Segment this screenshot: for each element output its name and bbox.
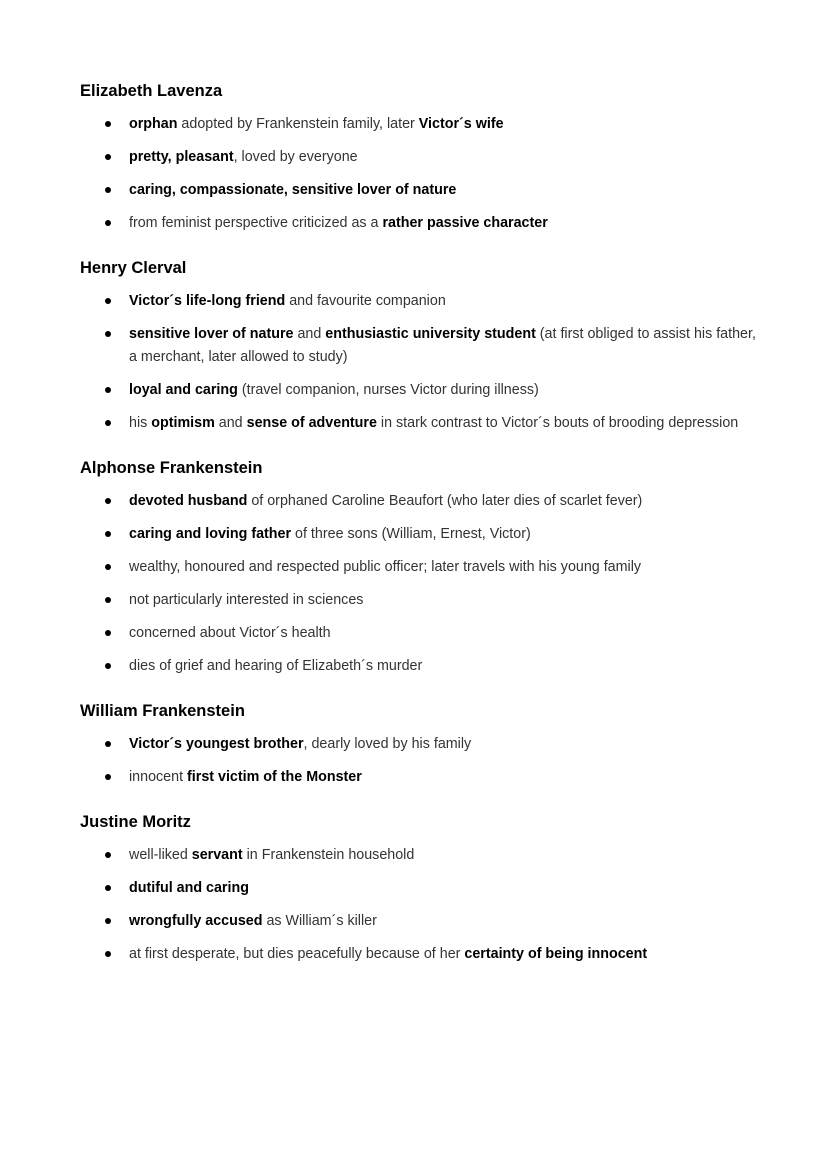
emphasized-text: caring, compassionate, sensitive lover of nature: [129, 182, 457, 198]
bullet-icon: [105, 564, 111, 570]
section-justine-moritz: [80, 811, 760, 966]
list-item: [80, 655, 760, 678]
list-item: [80, 290, 760, 313]
emphasized-text: servant: [191, 847, 243, 863]
emphasized-text: Victor´s life-long friend: [129, 293, 286, 309]
bullet-icon: [105, 220, 111, 226]
text-segment: his: [129, 415, 152, 431]
bullet-icon: [105, 298, 111, 304]
list-item: [80, 556, 760, 579]
bullet-icon: [105, 597, 111, 603]
list-item: [80, 589, 760, 612]
emphasized-text: dutiful and caring: [129, 880, 249, 896]
section-elizabeth-lavenza: [80, 80, 760, 235]
text-segment: and: [214, 415, 247, 431]
emphasized-text: rather passive character: [382, 215, 548, 231]
emphasized-text: pretty, pleasant: [129, 149, 234, 165]
bullet-icon: [105, 918, 111, 924]
emphasized-text: caring and loving father: [129, 526, 292, 542]
text-segment: , dearly loved by his family: [303, 736, 472, 752]
list-item: [80, 877, 760, 900]
text-segment: well-liked: [129, 847, 192, 863]
emphasized-text: orphan: [129, 116, 178, 132]
list-item: [80, 490, 760, 513]
emphasized-text: wrongfully accused: [129, 913, 263, 929]
text-segment: of orphaned Caroline Beaufort (who later dies of scarlet fever): [247, 493, 643, 509]
emphasized-text: sensitive lover of nature: [129, 326, 294, 342]
bullet-icon: [105, 187, 111, 193]
bullet-list: [80, 733, 760, 789]
list-item: [80, 412, 760, 435]
list-item: [80, 943, 760, 966]
text-segment: not particularly interested in sciences: [129, 592, 364, 608]
bullet-icon: [105, 531, 111, 537]
bullet-list: [80, 290, 760, 435]
text-segment: (travel companion, nurses Victor during illness): [237, 382, 539, 398]
text-segment: wealthy, honoured and respected public officer; later travels with his young family: [129, 559, 642, 575]
section-heading: Elizabeth Lavenza: [80, 82, 223, 100]
section-heading: William Frankenstein: [80, 702, 245, 720]
bullet-list: [80, 113, 760, 235]
list-item: [80, 146, 760, 169]
emphasized-text: sense of adventure: [246, 415, 377, 431]
text-segment: concerned about Victor´s health: [129, 625, 331, 641]
document-page: [80, 80, 760, 988]
bullet-icon: [105, 951, 111, 957]
text-segment: as William´s killer: [262, 913, 377, 929]
emphasized-text: enthusiastic university student: [325, 326, 536, 342]
list-item: [80, 212, 760, 235]
text-segment: dies of grief and hearing of Elizabeth´s murder: [129, 658, 423, 674]
emphasized-text: loyal and caring: [129, 382, 238, 398]
bullet-icon: [105, 774, 111, 780]
section-heading: Henry Clerval: [80, 259, 187, 277]
text-segment: of three sons (William, Ernest, Victor): [291, 526, 531, 542]
text-segment: (at first obliged to assist his father, a merchant, later allowed to study): [129, 326, 756, 365]
emphasized-text: Victor´s youngest brother: [129, 736, 304, 752]
text-segment: in stark contrast to Victor´s bouts of brooding depression: [376, 415, 739, 431]
emphasized-text: devoted husband: [129, 493, 248, 509]
bullet-icon: [105, 154, 111, 160]
bullet-icon: [105, 498, 111, 504]
text-segment: and favourite companion: [285, 293, 446, 309]
bullet-icon: [105, 331, 111, 337]
section-william-frankenstein: [80, 700, 760, 789]
text-segment: from feminist perspective criticized as a: [129, 215, 383, 231]
bullet-icon: [105, 741, 111, 747]
bullet-icon: [105, 663, 111, 669]
list-item: [80, 523, 760, 546]
list-item: [80, 622, 760, 645]
emphasized-text: first victim of the Monster: [187, 769, 362, 785]
text-segment: adopted by Frankenstein family, later: [177, 116, 419, 132]
list-item: [80, 323, 760, 369]
bullet-list: [80, 490, 760, 678]
list-item: [80, 379, 760, 402]
list-item: [80, 179, 760, 202]
bullet-list: [80, 844, 760, 966]
list-item: [80, 844, 760, 867]
emphasized-text: optimism: [151, 415, 215, 431]
bullet-icon: [105, 420, 111, 426]
section-henry-clerval: [80, 257, 760, 435]
list-item: [80, 113, 760, 136]
bullet-icon: [105, 387, 111, 393]
list-item: [80, 910, 760, 933]
emphasized-text: Victor´s wife: [418, 116, 504, 132]
text-segment: in Frankenstein household: [242, 847, 415, 863]
list-item: [80, 733, 760, 756]
text-segment: innocent: [129, 769, 188, 785]
bullet-icon: [105, 121, 111, 127]
bullet-icon: [105, 885, 111, 891]
section-heading: Alphonse Frankenstein: [80, 459, 263, 477]
text-segment: at first desperate, but dies peacefully because of her: [129, 946, 465, 962]
text-segment: , loved by everyone: [233, 149, 358, 165]
section-heading: Justine Moritz: [80, 813, 191, 831]
bullet-icon: [105, 630, 111, 636]
list-item: [80, 766, 760, 789]
section-alphonse-frankenstein: [80, 457, 760, 678]
emphasized-text: certainty of being innocent: [464, 946, 648, 962]
bullet-icon: [105, 852, 111, 858]
text-segment: and: [293, 326, 326, 342]
